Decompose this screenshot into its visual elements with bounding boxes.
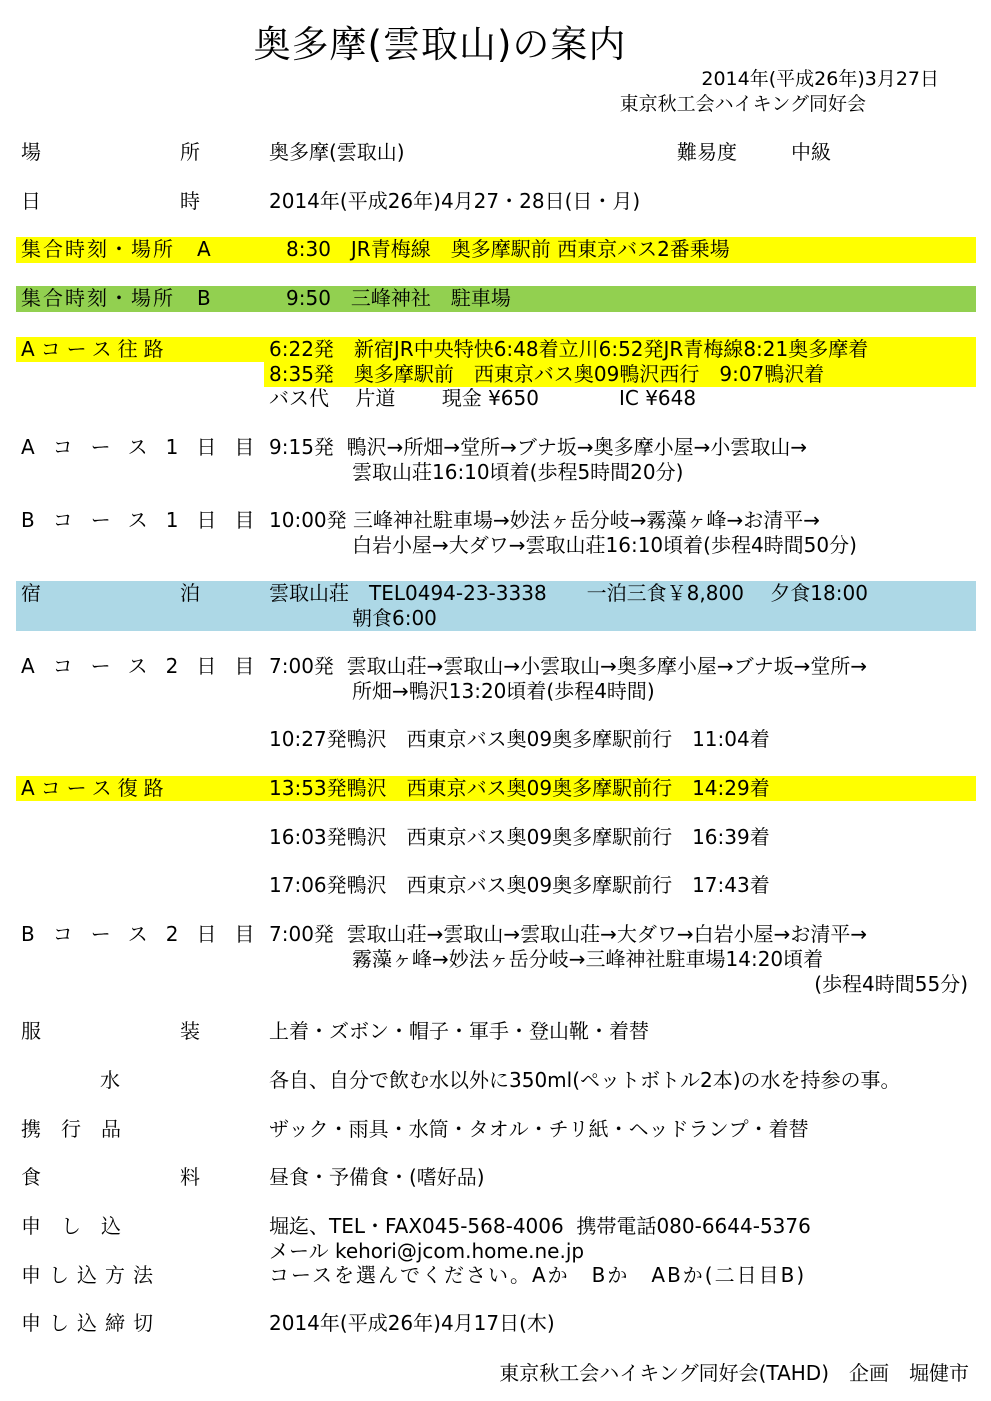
a-return-value: 13:53発鴨沢 西東京バス奥09奥多摩駅前行 14:29着 — [269, 776, 770, 800]
difficulty-label: 難易度 — [677, 140, 737, 164]
meeting-b-value: 9:50 三峰神社 駐車場 — [286, 286, 511, 310]
deadline-label: 申し込締切 — [21, 1311, 161, 1335]
items-label: 携 行 品 — [21, 1117, 121, 1141]
b-day2-line1: 7:00発 雲取山荘→雲取山→雲取山荘→大ダワ→白岩小屋→お清平→ — [269, 922, 868, 946]
organizer-name: 東京秋工会ハイキング同好会 — [619, 93, 866, 115]
apply-method-value: コースを選んでください。Aか Bか ABか(二日目B) — [269, 1263, 807, 1287]
row-meeting-a — [16, 237, 976, 263]
row-a-outbound-1 — [16, 337, 976, 362]
bus-1603: 16:03発鴨沢 西東京バス奥09奥多摩駅前行 16:39着 — [269, 825, 770, 849]
row-a-return — [16, 776, 976, 801]
place-label-b: 所 — [180, 140, 200, 164]
a-outbound-fare: バス代 片道 現金 ¥650 IC ¥648 — [269, 386, 697, 410]
b-day1-label: Bコース1日目 — [21, 508, 273, 532]
row-meeting-b — [16, 286, 976, 312]
clothing-value: 上着・ズボン・帽子・軍手・登山靴・着替 — [269, 1019, 649, 1043]
items-value: ザック・雨具・水筒・タオル・チリ紙・ヘッドランプ・着替 — [269, 1117, 809, 1141]
row-a-day1 — [16, 435, 976, 485]
row-deadline — [16, 1311, 976, 1336]
row-place — [16, 140, 976, 165]
row-food — [16, 1165, 976, 1190]
page-title: 奥多摩(雲取山)の案内 — [253, 23, 627, 66]
b-day2-label: Bコース2日目 — [21, 922, 273, 946]
clothing-label-b: 装 — [180, 1019, 200, 1043]
bus-1706: 17:06発鴨沢 西東京バス奥09奥多摩駅前行 17:43着 — [269, 873, 770, 897]
a-day1-line1: 9:15発 鴨沢→所畑→堂所→ブナ坂→奥多摩小屋→小雲取山→ — [269, 435, 808, 459]
food-value: 昼食・予備食・(嗜好品) — [269, 1165, 485, 1189]
row-items — [16, 1117, 976, 1142]
row-lodging — [16, 581, 976, 631]
lodging-line1: 雲取山荘 TEL0494-23-3338 一泊三食￥8,800 夕食18:00 — [269, 581, 868, 605]
food-label-a: 食 — [21, 1165, 41, 1189]
lodging-label-a: 宿 — [21, 581, 41, 605]
row-bus-1706 — [16, 873, 976, 898]
a-day2-line2: 所畑→鴨沢13:20頃着(歩程4時間) — [352, 679, 655, 703]
apply-contact: 堀迄、TEL・FAX045-568-4006 携帯電話080-6644-5376 — [269, 1214, 811, 1238]
apply-method-label: 申し込方法 — [21, 1263, 161, 1287]
row-bus-1027 — [16, 727, 976, 752]
a-day2-line1: 7:00発 雲取山荘→雲取山→小雲取山→奥多摩小屋→ブナ坂→堂所→ — [269, 654, 868, 678]
b-day1-line2: 白岩小屋→大ダワ→雲取山荘16:10頃着(歩程4時間50分) — [352, 533, 857, 557]
a-outbound-label: Aコース往路 — [21, 337, 170, 361]
apply-label: 申 し 込 — [21, 1214, 121, 1238]
apply-email: メール kehori@jcom.home.ne.jp — [269, 1239, 585, 1263]
a-outbound-line1: 6:22発 新宿JR中央特快6:48着立川6:52発JR青梅線8:21奥多摩着 — [269, 337, 869, 361]
row-apply — [16, 1214, 976, 1264]
document-date: 2014年(平成26年)3月27日 — [701, 68, 939, 90]
footer-organizer: 東京秋工会ハイキング同好会(TAHD) 企画 堀健市 — [499, 1361, 969, 1385]
a-day1-line2: 雲取山荘16:10頃着(歩程5時間20分) — [352, 460, 684, 484]
meeting-a-value: 8:30 JR青梅線 奥多摩駅前 西東京バス2番乗場 — [286, 237, 730, 261]
deadline-value: 2014年(平成26年)4月17日(木) — [269, 1311, 555, 1335]
water-value: 各自、自分で飲む水以外に350ml(ペットボトル2本)の水を持参の事。 — [269, 1068, 901, 1092]
datetime-label-b: 時 — [180, 189, 200, 213]
row-a-outbound-2 — [264, 362, 976, 387]
a-return-label: Aコース復路 — [21, 776, 170, 800]
row-b-day2 — [16, 922, 976, 997]
lodging-label-b: 泊 — [180, 581, 200, 605]
row-a-outbound-3 — [16, 386, 976, 411]
difficulty-value: 中級 — [791, 140, 831, 164]
row-bus-1603 — [16, 825, 976, 850]
datetime-label-a: 日 — [21, 189, 41, 213]
a-day1-label: Aコース1日目 — [21, 435, 273, 459]
row-datetime — [16, 189, 976, 214]
water-label: 水 — [100, 1068, 120, 1092]
b-day2-line3: (歩程4時間55分) — [814, 972, 968, 996]
clothing-label-a: 服 — [21, 1019, 41, 1043]
row-apply-method — [16, 1263, 976, 1288]
row-a-day2 — [16, 654, 976, 704]
meeting-b-label: 集合時刻・場所 B — [21, 286, 213, 310]
meeting-a-label: 集合時刻・場所 A — [21, 237, 213, 261]
a-outbound-line2: 8:35発 奥多摩駅前 西東京バス奥09鴨沢西行 9:07鴨沢着 — [269, 362, 825, 386]
b-day1-line1: 10:00発 三峰神社駐車場→妙法ヶ岳分岐→霧藻ヶ峰→お清平→ — [269, 508, 821, 532]
row-clothing — [16, 1019, 976, 1044]
lodging-line2: 朝食6:00 — [352, 606, 437, 630]
place-label-a: 場 — [21, 140, 41, 164]
a-day2-label: Aコース2日目 — [21, 654, 273, 678]
row-b-day1 — [16, 508, 976, 558]
b-day2-line2: 霧藻ヶ峰→妙法ヶ岳分岐→三峰神社駐車場14:20頃着 — [352, 947, 824, 971]
bus-1027: 10:27発鴨沢 西東京バス奥09奥多摩駅前行 11:04着 — [269, 727, 770, 751]
datetime-value: 2014年(平成26年)4月27・28日(日・月) — [269, 189, 641, 213]
row-water — [16, 1068, 976, 1093]
place-value: 奥多摩(雲取山) — [269, 140, 405, 164]
food-label-b: 料 — [180, 1165, 200, 1189]
